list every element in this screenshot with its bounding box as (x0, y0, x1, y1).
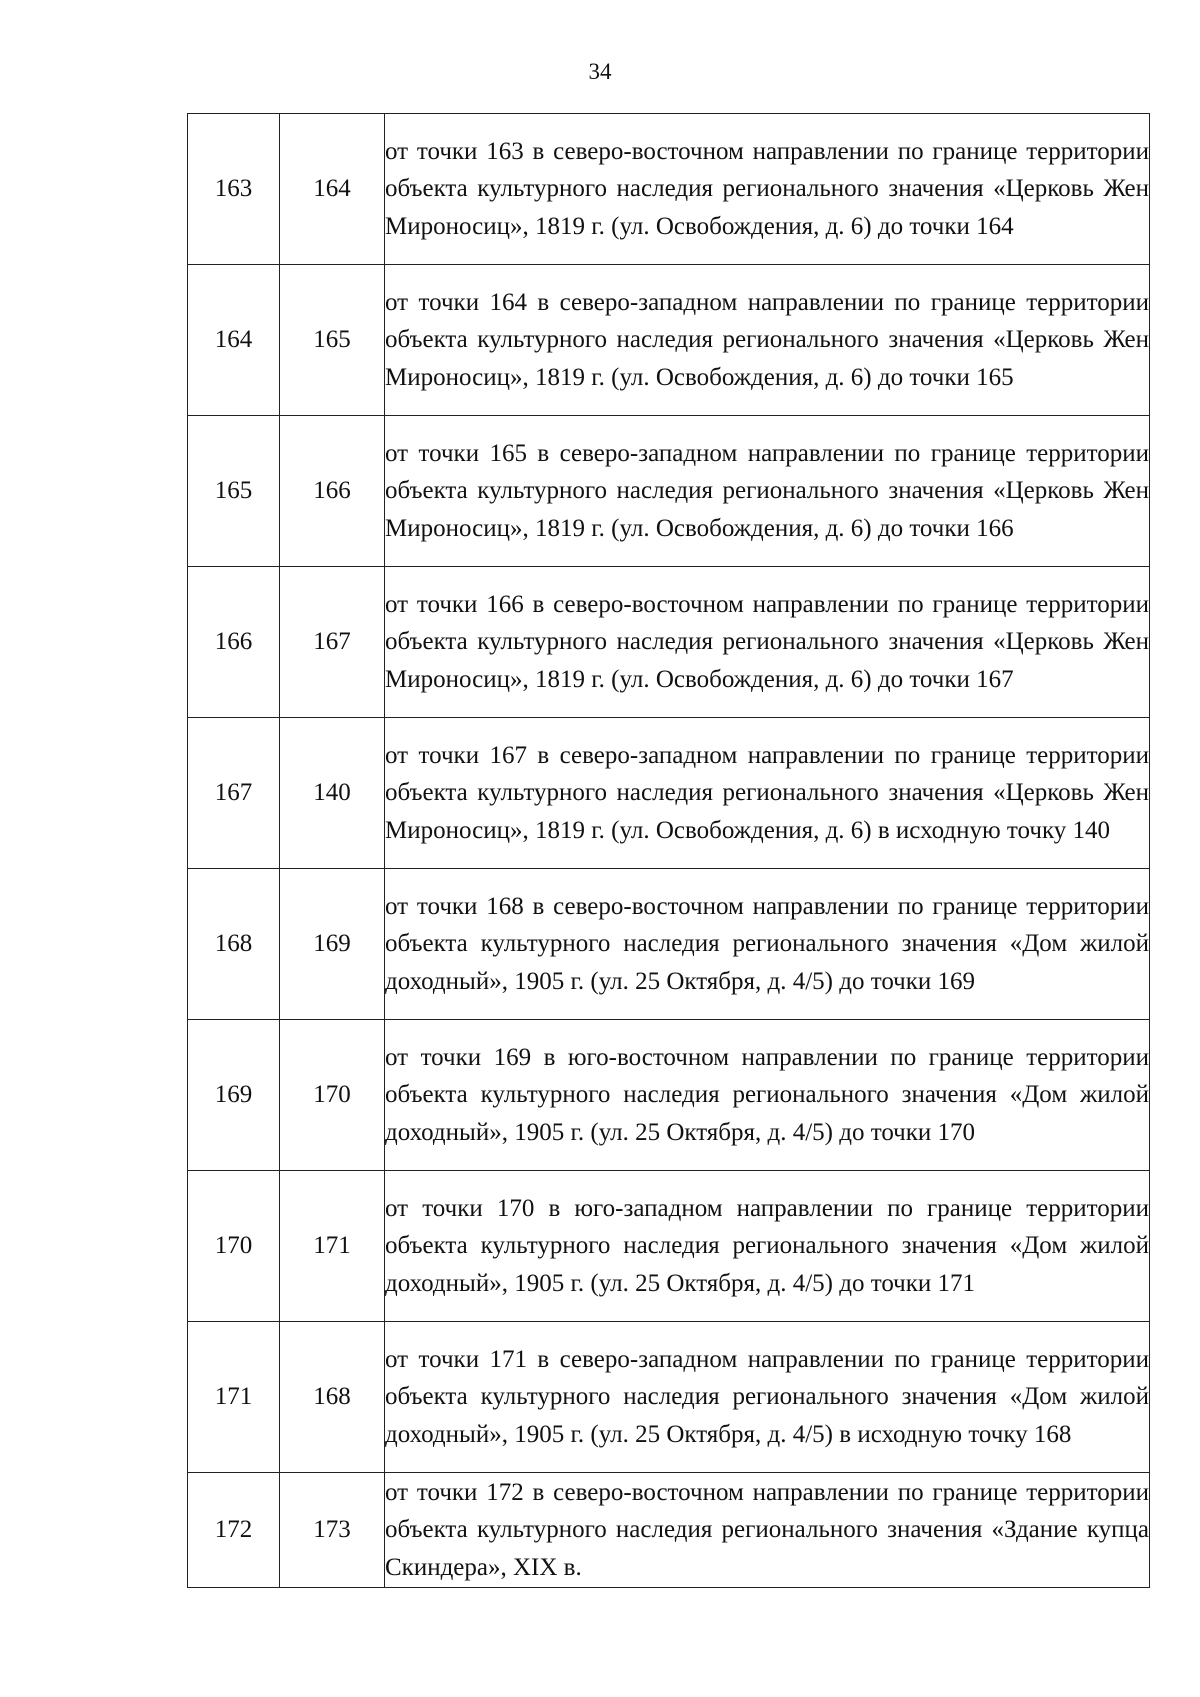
table-row (188, 1322, 1150, 1473)
to-point-cell: 140 (280, 718, 385, 869)
boundary-points-table (187, 113, 1150, 1588)
table-row (188, 114, 1150, 265)
segment-description: от точки 170 в юго-западном направлении по границе территории объекта культурного наследия регионального значения «Дом жилой доходный», 1905 г. (ул. 25 Октября, д. 4/5) до точки 171 (385, 1194, 1149, 1297)
segment-description-cell (385, 416, 1150, 567)
segment-description: от точки 163 в северо-восточном направлении по границе территории объекта культурного наследия регионального значения «Церковь Жен Мироносиц», 1819 г. (ул. Освобождения, д. 6) до точки 164 (385, 137, 1149, 240)
table-row (188, 1171, 1150, 1322)
from-point-cell: 169 (188, 1020, 280, 1171)
table-row (188, 1020, 1150, 1171)
segment-description-cell (385, 1322, 1150, 1473)
table-row (188, 265, 1150, 416)
segment-description: от точки 165 в северо-западном направлении по границе территории объекта культурного наследия регионального значения «Церковь Жен Мироносиц», 1819 г. (ул. Освобождения, д. 6) до точки 166 (385, 439, 1149, 542)
segment-description: от точки 167 в северо-западном направлении по границе территории объекта культурного наследия регионального значения «Церковь Жен Мироносиц», 1819 г. (ул. Освобождения, д. 6) в исходную точку 140 (385, 741, 1149, 844)
to-point-cell: 166 (280, 416, 385, 567)
from-point-cell: 172 (188, 1473, 280, 1588)
from-point-cell: 167 (188, 718, 280, 869)
segment-description-cell (385, 1171, 1150, 1322)
table-row (188, 718, 1150, 869)
from-point-cell: 164 (188, 265, 280, 416)
to-point-cell: 169 (280, 869, 385, 1020)
from-point-cell: 166 (188, 567, 280, 718)
to-point-cell: 165 (280, 265, 385, 416)
page-number: 34 (588, 59, 612, 84)
to-point-cell: 164 (280, 114, 385, 265)
from-point-cell: 171 (188, 1322, 280, 1473)
table-row (188, 869, 1150, 1020)
to-point-cell: 167 (280, 567, 385, 718)
segment-description-cell (385, 265, 1150, 416)
segment-description-cell (385, 114, 1150, 265)
from-point-cell: 163 (188, 114, 280, 265)
to-point-cell: 168 (280, 1322, 385, 1473)
segment-description: от точки 164 в северо-западном направлении по границе территории объекта культурного наследия регионального значения «Церковь Жен Мироносиц», 1819 г. (ул. Освобождения, д. 6) до точки 165 (385, 288, 1149, 391)
segment-description: от точки 169 в юго-восточном направлении по границе территории объекта культурного наследия регионального значения «Дом жилой доходный», 1905 г. (ул. 25 Октября, д. 4/5) до точки 170 (385, 1043, 1149, 1146)
segment-description-cell (385, 567, 1150, 718)
to-point-cell: 170 (280, 1020, 385, 1171)
segment-description: от точки 172 в северо-восточном направлении по границе территории объекта культурного наследия регионального значения «Здание купца Скиндера», XIX в. (385, 1478, 1149, 1581)
segment-description-cell (385, 1020, 1150, 1171)
to-point-cell: 173 (280, 1473, 385, 1588)
table-row (188, 567, 1150, 718)
segment-description-cell (385, 1473, 1150, 1588)
segment-description-cell (385, 869, 1150, 1020)
segment-description: от точки 166 в северо-восточном направлении по границе территории объекта культурного наследия регионального значения «Церковь Жен Мироносиц», 1819 г. (ул. Освобождения, д. 6) до точки 167 (385, 590, 1149, 693)
segment-description-cell (385, 718, 1150, 869)
segment-description: от точки 171 в северо-западном направлении по границе территории объекта культурного наследия регионального значения «Дом жилой доходный», 1905 г. (ул. 25 Октября, д. 4/5) в исходную точку 168 (385, 1345, 1149, 1448)
table-row (188, 1473, 1150, 1588)
segment-description: от точки 168 в северо-восточном направлении по границе территории объекта культурного наследия регионального значения «Дом жилой доходный», 1905 г. (ул. 25 Октября, д. 4/5) до точки 169 (385, 892, 1149, 995)
table-row (188, 416, 1150, 567)
from-point-cell: 165 (188, 416, 280, 567)
from-point-cell: 170 (188, 1171, 280, 1322)
to-point-cell: 171 (280, 1171, 385, 1322)
from-point-cell: 168 (188, 869, 280, 1020)
